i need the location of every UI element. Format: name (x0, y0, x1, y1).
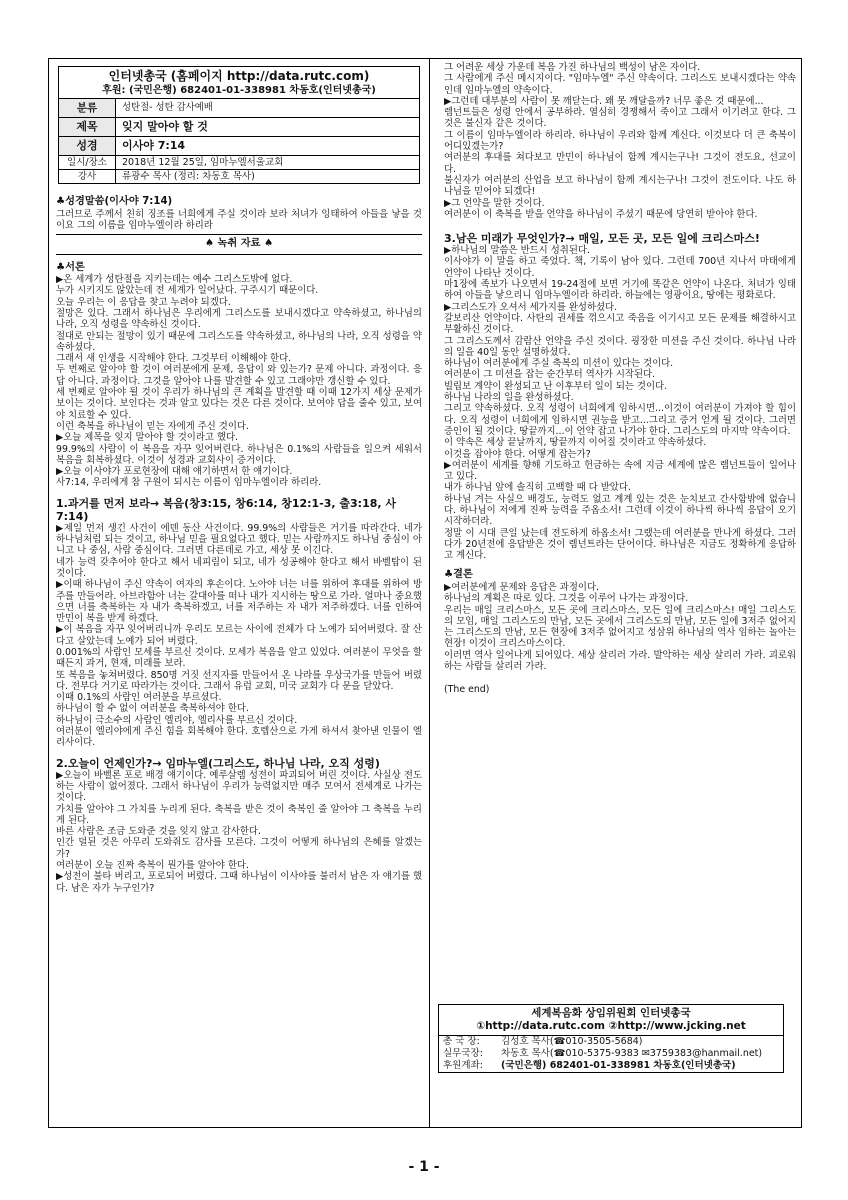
section1-line: ▶제일 먼저 생긴 사건이 에덴 동산 사건이다. 99.9%의 사람들은 거기를 따라간다. 네가 하나님처럼 되는 것이고, 하나님 믿을 필요없다고 했다. 믿는 사람까지도 하나님 중심이 아니고 나 중심, 사람 중심이다. 그러면 다른데로 가고, 세상 못 이긴다. (56, 522, 422, 557)
left-column (56, 62, 422, 894)
section3-line: 갈보리산 언약이다. 사탄의 권세를 꺾으시고 죽음을 이기시고 모든 문제를 해결하시고 부활하신 것이다. (444, 312, 796, 336)
section3-line: 여러분이 그 미션을 잡는 순간부터 역사가 시작된다. (444, 369, 656, 381)
section2-line: 렘넌트들은 성령 안에서 공부하라. 열심히 경쟁해서 죽이고 그래서 이기려고 한다. 그것은 불신자 같은 것이다. (444, 107, 796, 130)
intro-line: 세 번째로 알아야 될 것이 우리가 하나님의 큰 계획을 발견할 때 이때 12가지 세상 문제가 보이는 것이다. 보인다는 것과 알고 있다는 것은 다른 것이다. 보여야 답을 줄수 있고, 보여야 치료할 수 있다. (56, 387, 422, 421)
intro-heading: ♣서론 (56, 261, 85, 273)
scripture-heading: ♣성경말씀(이사야 7:14) (56, 196, 173, 207)
intro-line: 절망은 있다. 그래서 하나님은 우리에게 그리스도를 보내시겠다고 약속하셨고, 하나님의 나라, 오직 성령을 약속하신 것이다. (56, 307, 422, 331)
conclusion-line: 이러면 역사 일어나게 되어있다. 세상 살리러 가라. 발악하는 세상 살리러 가라. 괴로워하는 사람들 살리러 가라. (444, 649, 796, 673)
category-row (59, 99, 419, 118)
section3-line: 하나님 겨는 사실으 배경도, 능력도 없고 계계 있는 것은 눈치보고 간사함밖에 없습니다. 하나님이 저에게 진짜 능력을 주옵소서! 그런데 이것이 하나씩 하나씩 응답이 오기 시작하더라. (444, 493, 796, 528)
footer-org: 세계복음화 상임위원회 인터넷총국 (531, 1007, 691, 1019)
intro-line: ▶오늘 이사야가 포로현장에 대해 얘기하면서 한 얘기이다. (56, 466, 293, 478)
section3-line: 이것을 잡아야 한다. 어떻게 잡는가? (444, 448, 591, 460)
date-label: 일시/장소 (59, 156, 116, 169)
header-title: 인터넷총국 (홈페이지 http://data.rutc.com) (108, 69, 370, 83)
scripture-row (59, 137, 419, 156)
footer-header (439, 1005, 783, 1036)
header-sponsor: 후원: (국민은행) 682401-01-338981 차동호(인터넷총국) (102, 85, 376, 96)
section2-line: 그 어려운 세상 가운데 복음 가진 하나님의 백성이 남은 자이다. (444, 62, 701, 73)
section2-line: 불신자가 여러분의 산업을 보고 하나님이 함께 계시는구나! 그것이 전도이다. 나도 하나님을 믿어야 되겠다! (444, 174, 796, 198)
date-value: 2018년 12월 25일, 임마누엘서울교회 (122, 157, 284, 168)
scripture-label: 성경 (59, 137, 116, 155)
section2-line: 여러분이 이 축복을 받을 언약을 하나님이 주셨기 때문에 당연히 받아야 한다. (444, 208, 758, 220)
conclusion-line: ▶여러분에게 문제와 응답은 과정이다. (444, 581, 599, 593)
column-divider (429, 58, 430, 1128)
section2-line: 여러분이 오늘 진짜 축복이 뭔가를 알아야 한다. (56, 860, 249, 872)
section3-line: ▶여러분이 세계를 향해 기도하고 헌금하는 속에 지금 세계에 많은 렘넌트들이 일어나고 있다. (444, 459, 796, 483)
intro-line: 그래서 새 인생을 시작해야 한다. 그것부터 이해해야 한다. (56, 353, 292, 365)
section3-line: 이사야가 이 말을 하고 죽었다. 책, 기록이 남아 있다. 그런데 700년 지나서 마태에게 언약이 나타난 것이다. (444, 256, 796, 279)
intro-line: ▶온 세계가 성탄절을 지키는데는 예수 그리스도밖에 없다. (56, 274, 293, 286)
section3-line: 그리고 약속하셨다. 오직 성령이 너희에게 임하시면...이것이 여러분이 가져야 할 힘이다. 오직 성령이 너희에게 임하시면 권능을 받고...그리고 증거 얻게 될 것이다. 그러면 증인이 될 것이다. 땅끝까지...이 언약 잡고 나가야 한다. 그리스도의 마지막 약속이다. (444, 403, 796, 437)
section2-line: ▶성전이 불타 버리고, 포로되어 버렸다. 그때 하나님이 이사야를 불러서 남은 자 얘기를 했다. 남은 자가 누구인가? (56, 871, 422, 894)
footer-row-value: 김성호 목사(☎010-3505-5684) (501, 1036, 643, 1047)
the-end: (The end) (444, 684, 490, 696)
footer-row-label: 후원계좌: (443, 1060, 483, 1071)
rule-bottom (56, 254, 422, 255)
section1-heading: 1.과거를 먼저 보라→ 복음(창3:15, 창6:14, 창12:1-3, 출3:18, 사7:14) (56, 496, 397, 523)
section2-line: 그 이름이 임마누엘이라 하리라. 하나님이 우리와 함께 계신다. 이것보다 더 큰 축복이 어디있겠는가? (444, 129, 796, 153)
speaker-row (59, 170, 419, 183)
scripture-text: 그러므로 주께서 친히 징조를 너희에게 주실 것이라 보라 처녀가 잉태하여 아들을 낳을 것이요 그의 이름을 임마누엘이라 하리라 (56, 208, 422, 231)
section1-line: 0.001%의 사람인 모세를 부르신 것이다. 모세가 복음을 알고 있었다. 여러분이 무엇을 할때든지 과거, 현재, 미래를 보라. (56, 647, 422, 670)
section1-line: ▶이때 하나님이 주신 약속이 여자의 후손이다. 노아야 너는 너를 위하여 후대를 위하여 방주를 만들어라. 아브라함아 너는 갈대아를 떠나 내가 지시하는 땅으로 가라. 얼마나 중요했으면 너를 축복하는 자 내가 축복하겠고, 너를 저주하는 자 내가 저주하겠다. 너를 인하여 만민이 복을 받게 하겠다. (56, 579, 422, 625)
footer-row-value: (국민은행) 682401-01-338981 차동호(인터넷총국) (501, 1060, 736, 1071)
rule-top (56, 234, 422, 235)
section1-line: 이때 0.1%의 사람인 여러분을 부르셨다. (56, 692, 222, 704)
section2-line: 그 사람에게 주신 메시지이다. "임마누엘" 주신 약속이다. 그리스도 보내시겠다는 약속인데 임마누엘의 약속이다. (444, 73, 796, 96)
conclusion-line: 하나님의 계획은 따로 있다. 그것을 이루어 나가는 과정이다. (444, 593, 689, 605)
intro-line: 99.9%의 사람이 이 복음을 자꾸 잊어버린다. 하나님은 0.1%의 사람들을 일으켜 세워서 복음을 회복하셨다. 이것이 성경과 교회사이 증거이다. (56, 443, 422, 466)
section2-line: 여러분의 후대를 쳐다보고 만민이 하나님이 함께 계시는구나! 그것이 전도요, 선교이다. (444, 152, 796, 175)
section2-line: 인간 덜된 것은 아무리 도와줘도 감사를 모른다. 그것이 어떻게 하나님의 은혜를 알겠는가? (56, 837, 422, 860)
footer-row (439, 1036, 783, 1048)
section3-line: 하나님이 여러분에게 주실 축복의 미션이 있다는 것이다. (444, 358, 674, 370)
footer-sites: ①http://data.rutc.com ②http://www.jcking.net (476, 1020, 746, 1032)
footer-row-label: 실무국장: (443, 1048, 483, 1059)
intro-line: 오늘 우리는 이 응답을 찾고 누려야 되겠다. (56, 296, 231, 308)
category-label: 분류 (59, 99, 116, 117)
section2-line: 가치를 알아야 그 가치를 누리게 된다. 축복을 받은 것이 축복인 줄 알아야 그 축복을 누리게 된다. (56, 803, 422, 826)
section1-line: ▶이 복음을 자꾸 잊어버리니까 우리도 모르는 사이에 전체가 다 노예가 되어버렸다. 잘 산다고 살았는데 노예가 되어 버렸다. (56, 624, 422, 647)
section1-line: 하나님이 할 수 없이 여러분을 축복하셔야 한다. (56, 703, 249, 715)
title-value: 잊지 말아야 할 것 (122, 120, 208, 133)
footer-box (438, 1004, 784, 1073)
date-row (59, 156, 419, 170)
sermon-header-box (58, 66, 420, 184)
section2-heading: 2.오늘이 언제인가?→ 임마누엘(그리스도, 하나님 나라, 오직 성령) (56, 756, 380, 770)
section3-line: ▶하나님의 말씀은 반드시 성취된다. (444, 245, 590, 257)
title-label: 제목 (59, 118, 116, 136)
section3-heading: 3.남은 미래가 무엇인가?→ 매일, 모든 곳, 모든 일에 크리스마스! (444, 232, 760, 246)
section2-line: ▶그 언약을 말한 것이다. (444, 197, 545, 209)
section3-line: 하나님 나라의 일을 완성하셨다. (444, 392, 574, 404)
section1-line: 네가 능력 갖추어야 한다고 해서 네피림이 되고, 네가 성공해야 한다고 해서 바벨탑이 된 것이다. (56, 556, 422, 579)
section3-line: 그 그리스도께서 감람산 언약을 주신 것이다. 굉장한 미션을 주신 것이다. 하나님 나라의 일을 40일 동안 설명하셨다. (444, 335, 796, 358)
footer-row-label: 총 국 장: (443, 1036, 480, 1047)
footer-row-value: 차동호 목사(☎010-5375-9383 ✉3759383@hanmail.net) (501, 1048, 763, 1059)
category-value: 성탄절- 성탄 감사예배 (122, 102, 213, 113)
scripture-value: 이사야 7:14 (122, 139, 186, 152)
intro-line: 두 번째로 알아야 할 것이 여러분에게 문제, 응답이 와 있는가? 문제 아니다. 과정이다. 응답 아니다. 과정이다. 그것을 알아야 나를 발견할 수 있고 그래야만 갱신할 수 있다. (56, 364, 422, 387)
footer-row (439, 1048, 783, 1060)
footer-row (439, 1060, 783, 1072)
page-number: - 1 - (408, 1159, 440, 1175)
section2-line: ▶오늘이 바벨론 포로 배경 얘기이다. 예루살렘 성전이 파괴되어 버린 것이다. 사실상 전도하는 사람이 없어졌다. 그래서 하나님이 우리가 능력없지만 매주 모여서 전세계로 나가는 것이다. (56, 769, 422, 804)
section2-line: ▶그런데 대부분의 사람이 못 깨닫는다. 왜 못 깨달을까? 너무 좋은 것 때문에... (444, 95, 764, 107)
intro-line: 이런 축복을 하나님이 믿는 자에게 주신 것이다. (56, 420, 249, 432)
intro-line: 사7:14, 우리에게 참 구원이 되시는 이름이 임마누엘이라 하리라. (56, 477, 322, 489)
intro-line: 절대로 안되는 절망이 있기 때문에 그리스도를 약속하셨고, 하나님의 나라, 오직 성령을 약속하셨다. (56, 330, 422, 353)
conclusion-heading: ♣결론 (444, 569, 473, 581)
section3-line: 이 약속은 세상 끝날까지, 땅끝까지 이어질 것이라고 약속하셨다. (444, 437, 707, 449)
section3-line: 정말 이 시대 큰일 났는데 전도하게 하옵소서! 그랬는데 여러분을 만나게 하셨다. 그러다가 20년전에 응답받은 것이 렘넌트라는 단어이다. 하나님은 지금도 정확하게 응답하고 계신다. (444, 527, 796, 562)
conclusion-line: 우리는 매일 크리스마스, 모든 곳에 크리스마스, 모든 일에 크리스마스! 매일 그리스도의 모임, 매일 그리스도의 만남, 모든 곳에서 그리스도의 만남, 모든 일에 3저주 없어지는 그리스도의 만남, 모든 현장에 3저주 없어지고 성삼위 하나님의 역사 임하는 놀아는 현장! 이것이 크리스마스이다. (444, 604, 796, 650)
notes-title: ♠ 녹취 자료 ♠ (204, 238, 274, 250)
section1-line: 또 복음을 놓쳐버렸다. 850명 거짓 선지자를 만들어서 온 나라를 우상국가를 만들어 버렸다. 전부다 거기로 따라가는 것이다. 그래서 유럽 교회, 미국 교회가 다 문을 닫았다. (56, 669, 422, 692)
speaker-value: 류광수 목사 (정리: 차동호 목사) (122, 171, 255, 182)
intro-line: 누가 시키지도 않았는데 전 세계가 일어났다. 구주시기 때문이다. (56, 285, 319, 297)
right-column (444, 62, 796, 696)
section1-line: 여러분이 엘리야에게 주신 힘을 회복해야 한다. 호렙산으로 가게 하셔서 찾아낸 인물이 엘리사이다. (56, 726, 422, 749)
intro-line: ▶오늘 제목을 잊지 말아야 할 것이라고 했다. (56, 432, 239, 444)
section3-line: 빌립보 계약이 완성되고 난 이후부터 일이 되는 것이다. (444, 380, 668, 392)
title-row (59, 118, 419, 137)
section3-line: 내가 하나님 앞에 솔직히 고백할 때 다 받았다. (444, 482, 631, 494)
section1-line: 하나님이 극소수의 사람인 엘리야, 엘리사를 부르신 것이다. (56, 714, 298, 726)
speaker-label: 강사 (59, 170, 116, 183)
header-top (59, 67, 419, 99)
section3-line: 마1장에 족보가 나오면서 19-24절에 보면 거기에 똑같은 언약이 나온다. 처녀가 잉태하여 아들을 낳으리니 임마누엘이라 하리라. 하늘에는 영광이요, 땅에는 평화로다. (444, 279, 796, 302)
section2-line: 바른 사람은 조금 도와준 것을 잊지 않고 감사한다. (56, 826, 261, 838)
section3-line: ▶그리스도가 오셔서 세가지를 완성하셨다. (444, 301, 618, 313)
